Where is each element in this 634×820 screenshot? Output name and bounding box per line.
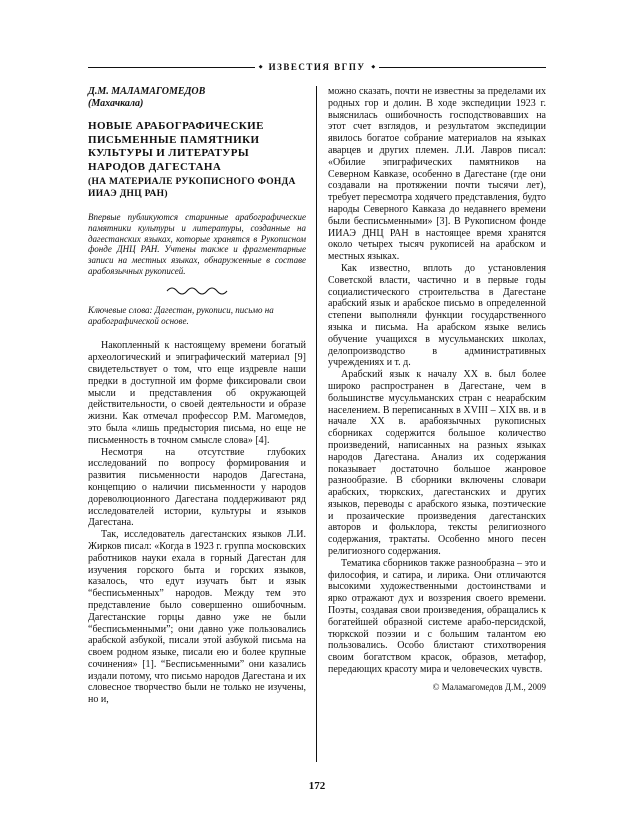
running-head xyxy=(88,62,546,72)
body-paragraph: Арабский язык к началу XX в. был более широко распространен в Дагестане, чем в большинстве мусульманских стран с неарабским населением. В переписанных в XVIII – XIX вв. и в начале XX в. арабоязычных рукописных сборниках содержится большое количество произведений, написанных на разных языках народов Дагестана. Анализ их содержания показывает достаточно большое жанровое разнообразие. В сборники включены словари арабских, тюркских, дагестанских и других языков, переводы с арабского языка, поэтические и прозаические произведения дагестанских авторов и фольклора, тексты религиозного содержания, трактаты. Особенно много песен религиозного содержания. xyxy=(328,369,546,558)
copyright-line: © Маламагомедов Д.М., 2009 xyxy=(432,681,546,692)
column-divider xyxy=(316,86,317,762)
body-paragraph: можно сказать, почти не известны за пределами их родных гор и долин. В ходе экспедиции 1923 г. выяснилась ошибочность господствовавших на этот счет взглядов, и результатом экспедиции явилось богатое собрание материалов на языках аварцев и других племен. Л.И. Лавров писал: «Обилие эпиграфических памятников на Северном Кавказе, особенно в Дагестане (где они создавали на протяжении почти тысячи лет), требует пересмотра ходячего представления, будто народы Северного Кавказа до недавнего времени были бесписьменными» [3]. В Рукописном фонде ИИАЭ ДНЦ РАН в настоящее время хранятся около четырех тысяч рукописей на арабском и местных языках. xyxy=(328,86,546,263)
left-column-body xyxy=(88,340,306,706)
author-block xyxy=(88,86,306,110)
keywords-text: Дагестан, рукописи, письмо на арабографической основе. xyxy=(88,304,274,326)
header-ornament-right-icon: ◆ xyxy=(371,64,376,70)
article-subtitle: (НА МАТЕРИАЛЕ РУКОПИСНОГО ФОНДА ИИАЭ ДНЦ РАН) xyxy=(88,177,296,199)
page-number: 172 xyxy=(308,780,326,792)
flourish-ornament-icon xyxy=(88,283,306,301)
article-title: НОВЫЕ АРАБОГРАФИЧЕСКИЕ ПИСЬМЕННЫЕ ПАМЯТНИКИ КУЛЬТУРЫ И ЛИТЕРАТУРЫ НАРОДОВ ДАГЕСТАНА xyxy=(88,120,264,173)
article-abstract: Впервые публикуются старинные арабографические памятники культуры и литературы, созданные на дагестанских языках, которые хранятся в Рукописном фонде ДНЦ РАН. Учтены также и фрагментарные записи на местных языках, обнаруженные в составе арабоязычных рукописей. xyxy=(88,212,306,276)
left-column xyxy=(88,86,306,706)
body-paragraph: Накопленный к настоящему времени богатый археологический и эпиграфический материал [9] свидетельствует о том, что еще издревле наши предки в доступной им форме фиксировали свои мысли и представления об окружающей действительности, о своей деятельности и образе жизни. Как отмечал профессор Р.М. Магомедов, это была «лишь предыстория письма, но еще не письменность в точном смысле слова» [4]. xyxy=(88,340,306,446)
header-ornament-left-icon: ◆ xyxy=(258,64,263,70)
body-paragraph: Тематика сборников также разнообразна – это и философия, и сатира, и лирика. Они отличаются высокими художественными достоинствами и ярко отражают дух и воззрения своего времени. Поэты, создавая свои произведения, обращались к богатейшей образной системе арабо-персидской, тюркской поэзии и с большим талантом ею пользовались. Особо блистают стихотворения своим богатством красок, образов, метафор, передающих красоту мира и человеческих чувств. xyxy=(328,557,546,676)
body-paragraph: Несмотря на отсутствие глубоких исследований по вопросу формирования и развития письменности народов Дагестана, концепцию о наличии письменности у народов дореволюционного Дагестана поддерживают ряд исследователей истории, культуры и языков Дагестана. xyxy=(88,446,306,529)
author-location: (Махачкала) xyxy=(88,98,144,109)
author-name: Д.М. МАЛАМАГОМЕДОВ xyxy=(88,86,206,97)
body-paragraph: Так, исследователь дагестанских языков Л.И. Жирков писал: «Когда в 1923 г. группа московских работников науки ехала в горный Дагестан для изучения горского быта и горских языков, казалось, что едут изучать быт и язык “бесписьменных” народов. Между тем это представление было совершенно ошибочным. Дагестанские горцы давно уже не были “бесписьменными”; они давно уже пользовались арабской азбукой, писали этой азбукой письма на своем родном языке, писали ею и более крупные сочинения» [1]. “Бесписьменными” они казались издали потому, что письмо народов Дагестана и их словесное творчество были не только не изучены, но и, xyxy=(88,529,306,706)
right-column-body xyxy=(328,86,546,676)
header-rule-left xyxy=(88,67,255,68)
keywords-label: Ключевые слова: xyxy=(88,304,153,315)
journal-name: ИЗВЕСТИЯ ВГПУ xyxy=(268,62,366,72)
right-column xyxy=(328,86,546,693)
body-paragraph: Как известно, вплоть до установления Советской власти, частично и в первые годы социалистического строительства в Дагестане арабский язык и арабское письмо в определенной степени выполняли функции государственного языка и письма. На арабском языке велись обучение учащихся в мусульманских школах, делопроизводство в административных учреждениях и т. д. xyxy=(328,262,546,369)
header-rule-right xyxy=(379,67,546,68)
keywords-line xyxy=(88,305,306,327)
